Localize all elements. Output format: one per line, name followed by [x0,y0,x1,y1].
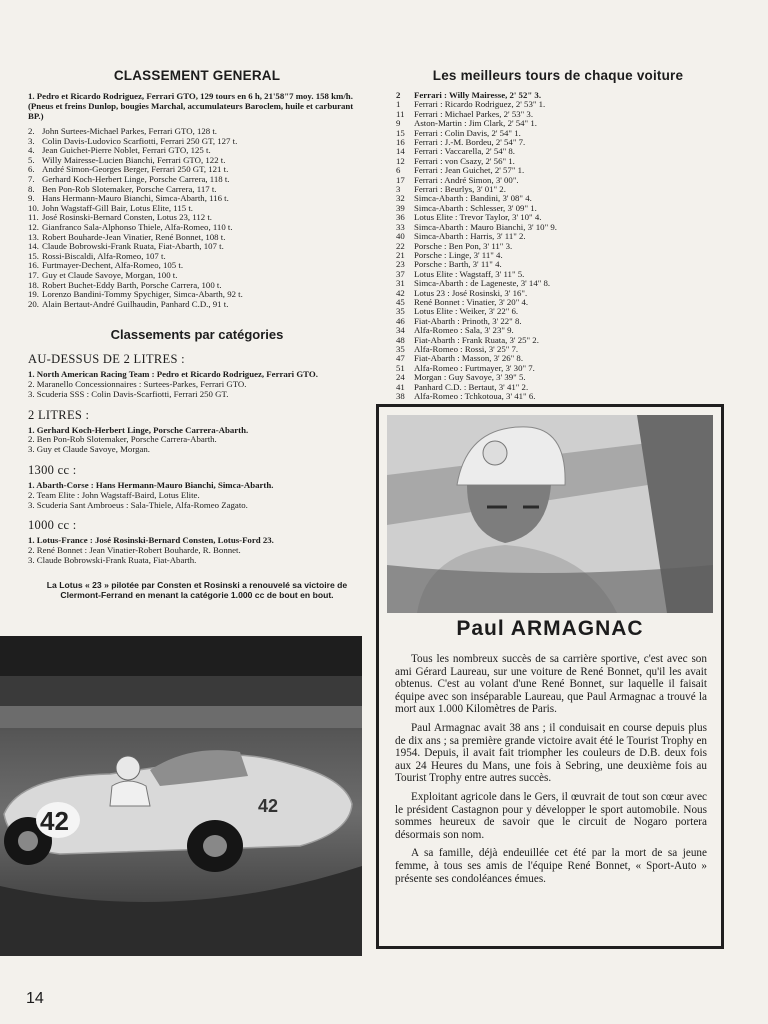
car-number: 38 [396,391,405,401]
category-result-item: 1. Lotus-France : José Rosinski-Bernard Consten, Lotus-Ford 23. [28,535,274,546]
best-lap-text: Porsche : Barth, 3' 11" 4. [414,259,502,270]
result-text: Willy Mairesse-Lucien Bianchi, Ferrari GTO, 122 t. [42,155,226,165]
race-car-photo [0,636,362,956]
car-number: 36 [396,212,405,223]
car-number: 41 [396,381,405,392]
best-lap-text: Lotus Elite : Weiker, 3' 22" 6. [414,306,519,317]
best-lap-text: Morgan : Guy Savoye, 3' 39" 5. [414,372,526,383]
car-number: 16 [396,137,405,148]
general-result-row [28,185,366,195]
best-lap-text: Ferrari : Ricardo Rodriguez, 2' 53" 1. [414,99,546,110]
best-lap-text: Lotus Elite : Trevor Taylor, 3' 10" 4. [414,212,542,223]
best-lap-row [396,392,728,401]
car-number: 42 [396,287,405,298]
meilleurs-tours-title: Les meilleurs tours de chaque voiture [432,68,684,83]
car-number: 9 [396,118,401,129]
result-position: 3. [28,136,35,146]
car-number: 46 [396,315,405,326]
car-number: 48 [396,334,405,345]
best-lap-text: Alfa-Romeo : Tchkotoua, 3' 41" 6. [414,391,536,401]
best-lap-text: René Bonnet : Vinatier, 3' 20" 4. [414,296,529,307]
car-number: 6 [396,165,401,176]
result-position: 13. [28,232,39,242]
car-number: 47 [396,353,405,364]
result-text: John Wagstaff-Gill Bair, Lotus Elite, 115 t. [42,203,193,213]
photo-caption: La Lotus « 23 » pilotée par Consten et Rosinski a renouvelé sa victoire de Clermont-Ferrand en menant la catégorie 1.000 cc de bout en bout. [46,579,348,600]
category-result-item: 1. Abarth-Corse : Hans Hermann-Mauro Bianchi, Simca-Abarth. [28,480,274,491]
car-number: 15 [396,127,405,138]
category-result-item: 2. Team Elite : John Wagstaff-Baird, Lotus Elite. [28,489,200,500]
best-lap-text: Alfa-Romeo : Sala, 3' 23" 9. [414,325,514,336]
general-result-row [28,261,366,271]
driver-portrait-illustration [387,415,713,613]
best-lap-text: Simca-Abarth : Harris, 3' 11" 2. [414,231,526,242]
general-result-first: 1. Pedro et Ricardo Rodriguez, Ferrari GTO, 129 tours en 6 h, 21'58"7 moy. 158 km/h. (Pneus et freins Dunlop, bougies Marchal, accumulateurs Baroclem, huile et carburant BP.) [28,91,354,121]
right-column [388,66,728,401]
page-number: 14 [26,990,44,1007]
result-text: José Rosinski-Bernard Consten, Lotus 23, 112 t. [42,213,212,223]
category-result-item: 3. Scuderia Sant Ambroeus : Sala-Thiele, Alfa-Romeo Zagato. [28,499,248,510]
category-heading: 1300 cc : [28,463,77,478]
best-lap-text: Ferrari : Beurlys, 3' 01" 2. [414,184,506,195]
car-number: 51 [396,362,405,373]
result-position: 15. [28,251,39,261]
best-lap-text: Fiat-Abarth : Masson, 3' 26" 8. [414,353,524,364]
obituary-paragraph: Paul Armagnac avait 38 ans ; il conduisait en course depuis plus de dix ans ; sa première grande victoire avait été le Tourist Trophy en 1954. Depuis, il avait fait triompher les couleurs de D.B. deux fois aux 24 Heures du Mans, une fois à Sebring, une deuxième fois au Tourist Trophy entre autres succès. [395,721,707,785]
result-text: André Simon-Georges Berger, Ferrari 250 GT, 121 t. [42,165,229,175]
result-text: Gianfranco Sala-Alphonso Thiele, Alfa-Romeo, 110 t. [42,222,233,232]
car-number: 23 [396,259,405,270]
result-position: 12. [28,222,39,232]
general-result-row [28,127,366,137]
best-lap-text: Fiat-Abarth : Frank Ruata, 3' 25" 2. [414,334,539,345]
best-laps-list [388,91,728,401]
category-result-item: 2. Maranello Concessionnaires : Surtees-Parkes, Ferrari GTO. [28,379,247,390]
obituary-box [376,404,724,949]
car-number: 39 [396,202,405,213]
result-text: Jean Guichet-Pierre Noblet, Ferrari GTO, 125 t. [42,146,211,156]
best-lap-text: Fiat-Abarth : Prinoth, 3' 22" 8. [414,315,522,326]
general-result-row [28,242,366,252]
result-position: 18. [28,280,39,290]
result-text: Colin Davis-Ludovico Scarfiotti, Ferrari 250 GT, 127 t. [42,136,238,146]
car-number-side: 42 [40,806,69,836]
obituary-text [395,653,707,891]
car-number: 12 [396,155,405,166]
car-number: 3 [396,184,401,195]
car-number: 32 [396,193,405,204]
best-lap-text: Ferrari : Colin Davis, 2' 54" 1. [414,127,521,138]
car-number: 40 [396,231,405,242]
best-lap-text: Simca-Abarth : Bandini, 3' 08" 4. [414,193,532,204]
best-lap-text: Ferrari : von Csazy, 2' 56" 1. [414,155,515,166]
general-result-row [28,233,366,243]
categories-title: Classements par catégories [110,327,284,343]
result-position: 7. [28,174,35,184]
result-position: 10. [28,203,39,213]
result-position: 8. [28,184,35,194]
best-lap-text: Porsche : Ben Pon, 3' 11" 3. [414,240,513,251]
best-lap-text: Simca-Abarth : Schlesser, 3' 09" 1. [414,202,537,213]
result-position: 2. [28,127,35,136]
result-text: Alain Bertaut-André Guilhaudin, Panhard C.D., 91 t. [42,299,229,309]
best-lap-text: Aston-Martin : Jim Clark, 2' 54" 1. [414,118,537,129]
general-result-row [28,146,366,156]
car-number: 11 [396,108,405,119]
result-text: Guy et Claude Savoye, Morgan, 100 t. [42,270,178,280]
category-result-item: 2. Ben Pon-Rob Slotemaker, Porsche Carrera-Abarth. [28,434,217,445]
category-heading: AU-DESSUS DE 2 LITRES : [28,352,185,367]
obituary-paragraph: A sa famille, déjà endeuillée cet été par la mort de sa jeune femme, à tous ses amis de l'équipe René Bonnet, « Sport-Auto » présente ses condoléances émues. [395,847,707,885]
category-heading: 1000 cc : [28,518,77,533]
best-lap-text: Ferrari : Jean Guichet, 2' 57" 1. [414,165,525,176]
result-text: Robert Bouharde-Jean Vinatier, René Bonnet, 108 t. [42,232,226,242]
result-text: Robert Buchet-Eddy Barth, Porsche Carrera, 100 t. [42,280,222,290]
car-number: 37 [396,268,405,279]
car-number: 31 [396,278,405,289]
car-number: 1 [396,99,401,110]
result-position: 19. [28,290,39,300]
general-result-row [28,252,366,262]
best-lap-text: Alfa-Romeo : Furtmayer, 3' 30" 7. [414,362,535,373]
result-position: 14. [28,242,39,252]
general-result-row [28,271,366,281]
result-position: 11. [28,213,39,223]
general-result-row [28,175,366,185]
category-result-item: 3. Guy et Claude Savoye, Morgan. [28,444,150,455]
best-lap-text: Lotus 23 : José Rosinski, 3' 16". [414,287,528,298]
category-result-item: 2. René Bonnet : Jean Vinatier-Robert Bouharde, R. Bonnet. [28,545,241,556]
category-result-item: 3. Scuderia SSS : Colin Davis-Scarfiotti, Ferrari 250 GT. [28,388,229,399]
general-result-row [28,194,366,204]
general-result-row [28,204,366,214]
best-lap-text: Panhard C.D. : Bertaut, 3' 41" 2. [414,381,529,392]
result-position: 16. [28,261,39,271]
obituary-paragraph: Exploitant agricole dans le Gers, il œuvrait de tout son cœur avec le président Castagnon pour y développer le sport automobile. Nous sommes heureux de savoir que le circuit de Nogaro portera désormais son nom. [395,790,707,841]
result-text: Lorenzo Bandini-Tommy Spychiger, Simca-Abarth, 92 t. [42,290,243,300]
classement-general-list [28,91,366,309]
best-lap-text: Simca-Abarth : Mauro Bianchi, 3' 10" 9. [414,221,557,232]
car-number: 17 [396,174,405,185]
category-results [28,536,366,565]
best-lap-text: Ferrari : Willy Mairesse, 2' 52" 3. [414,90,542,100]
category-result-item: 1. Gerhard Koch-Herbert Linge, Porsche Carrera-Abarth. [28,424,249,435]
best-lap-text: Simca-Abarth : de Lageneste, 3' 14" 8. [414,278,551,289]
result-position: 17. [28,270,39,280]
result-position: 9. [28,194,35,204]
general-result-row [28,213,366,223]
left-column [28,66,366,600]
general-result-row [28,281,366,291]
category-results [28,481,366,510]
general-result-row [28,165,366,175]
car-number: 33 [396,221,405,232]
car-number: 35 [396,306,405,317]
classement-general-title: CLASSEMENT GENERAL [113,68,281,83]
best-lap-text: Ferrari : Michael Parkes, 2' 53" 3. [414,108,534,119]
car-number: 21 [396,249,405,260]
result-position: 20. [28,299,39,309]
car-number: 2 [396,90,401,100]
category-result-item: 1. North American Racing Team : Pedro et Ricardo Rodriguez, Ferrari GTO. [28,369,318,380]
result-text: Claude Bobrowski-Frank Ruata, Fiat-Abarth, 107 t. [42,242,224,252]
race-car-illustration [0,636,362,956]
result-position: 5. [28,155,35,165]
result-text: Hans Hermann-Mauro Bianchi, Simca-Abarth, 116 t. [42,194,229,204]
obituary-name: Paul ARMAGNAC [456,617,644,640]
category-result-item: 3. Claude Bobrowski-Frank Ruata, Fiat-Abarth. [28,555,197,566]
category-heading: 2 LITRES : [28,407,90,422]
car-number: 45 [396,296,405,307]
general-result-row [28,156,366,166]
general-result-row [28,223,366,233]
best-lap-text: Ferrari : J.-M. Bordeu, 2' 54" 7. [414,137,526,148]
car-number: 22 [396,240,405,251]
best-lap-text: Ferrari : André Simon, 3' 00". [414,174,519,185]
car-number: 34 [396,325,405,336]
result-text: Gerhard Koch-Herbert Linge, Porsche Carrera, 118 t. [42,174,230,184]
general-result-row [28,137,366,147]
car-number: 24 [396,372,405,383]
result-text: John Surtees-Michael Parkes, Ferrari GTO, 128 t. [42,127,218,136]
best-lap-text: Ferrari : Vaccarella, 2' 54" 8. [414,146,516,157]
best-lap-text: Porsche : Linge, 3' 11" 4. [414,249,503,260]
result-text: Rossi-Biscaldi, Alfa-Romeo, 107 t. [42,251,166,261]
best-lap-text: Lotus Elite : Wagstaff, 3' 11" 5. [414,268,525,279]
result-text: Ben Pon-Rob Slotemaker, Porsche Carrera, 117 t. [42,184,217,194]
best-lap-text: Alfa-Romeo : Rossi, 3' 25" 7. [414,343,519,354]
result-position: 4. [28,146,35,156]
car-number: 14 [396,146,405,157]
car-number: 35 [396,343,405,354]
general-result-row [28,300,366,310]
general-result-row [28,290,366,300]
category-results [28,426,366,455]
category-groups [28,352,366,566]
category-results [28,370,366,399]
obituary-paragraph: Tous les nombreux succès de sa carrière sportive, c'est avec son ami Gérard Laureau, sur une voiture de René Bonnet, qu'il les avait obtenus. C'est au volant d'une René Bonnet, sur laquelle il faisait équipe avec son inséparable Laureau, que Paul Armagnac a trouvé la mort aux 1.000 Kilomètres de Paris. [395,653,707,716]
car-number-front: 42 [258,796,279,816]
result-position: 6. [28,165,35,175]
driver-portrait-photo [387,415,713,613]
result-text: Furtmayer-Dechent, Alfa-Romeo, 105 t. [42,261,184,271]
